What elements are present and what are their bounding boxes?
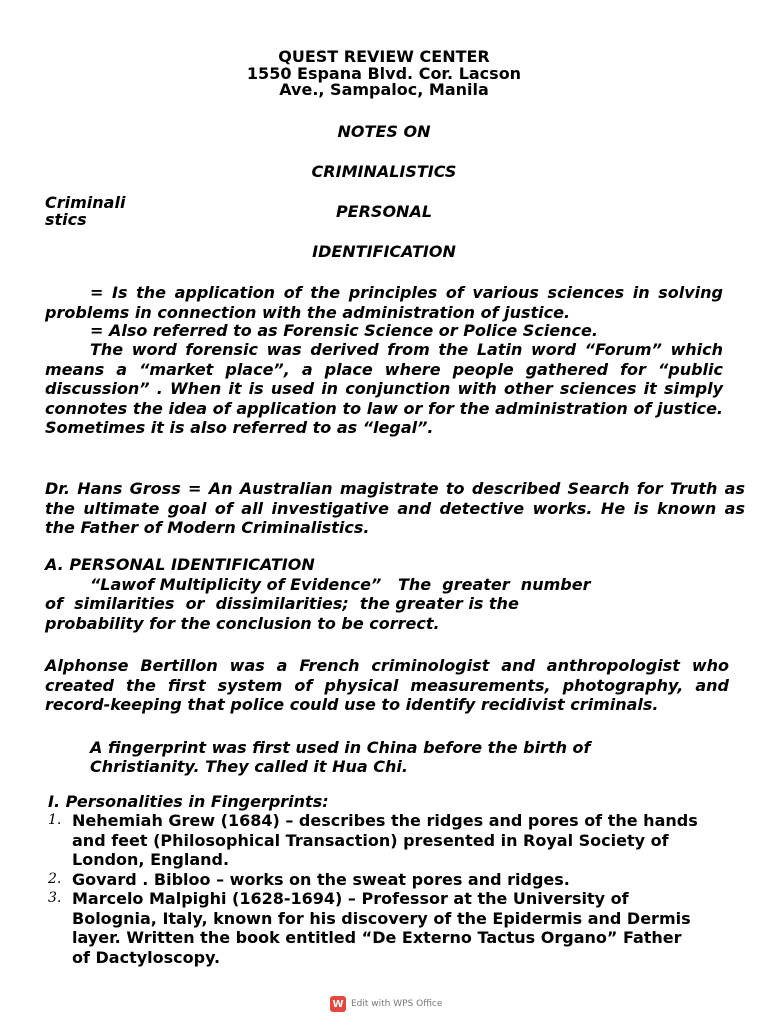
hua-chi-line2: Christianity. They called it Hua Chi. — [90, 757, 408, 776]
title-notes-on: NOTES ON — [337, 122, 431, 141]
wps-edit-label: Edit with WPS Office — [351, 999, 443, 1009]
side-term-line2: stics — [45, 210, 87, 229]
multiplicity-line2: of similarities or dissimilarities; the greater is the — [45, 594, 519, 613]
list-item-text: Marcelo Malpighi (1628-1694) – Professor at the University of Bolognia, Italy, known for his discovery of the Epidermis and Dermis layer. Written the book entitled “De Externo Tactus Organo” Father of Dactyloscopy. — [72, 889, 691, 967]
hua-chi-line1: A fingerprint was first used in China before the birth of — [90, 738, 591, 757]
multiplicity-line1: “Lawof Multiplicity of Evidence” The greater number — [90, 575, 591, 594]
title-personal: PERSONAL — [335, 202, 433, 221]
personalities-list — [45, 811, 705, 967]
list-item-text: Govard . Bibloo – works on the sweat pores and ridges. — [72, 869, 570, 889]
header-org-name: QUEST REVIEW CENTER — [278, 47, 490, 66]
definition-paragraph-1: = Is the application of the principles of various sciences in solving problems in connection with the administration of justice. — [45, 283, 723, 322]
list-item — [45, 889, 705, 967]
multiplicity-line3: probability for the conclusion to be correct. — [45, 614, 440, 633]
list-number: 3. — [48, 890, 62, 906]
list-item — [45, 870, 705, 890]
personalities-heading: I. Personalities in Fingerprints: — [48, 792, 329, 811]
section-a-heading: A. PERSONAL IDENTIFICATION — [45, 555, 315, 574]
list-number: 1. — [48, 812, 62, 828]
side-term-line1: Criminali — [45, 193, 126, 212]
header-address-line2: Ave., Sampaloc, Manila — [279, 80, 489, 99]
wps-office-icon: W — [330, 996, 346, 1012]
title-identification: IDENTIFICATION — [312, 242, 456, 261]
list-item — [45, 811, 705, 870]
forensic-paragraph: The word forensic was derived from the Latin word “Forum” which means a “market place”, a place where people gathered for “public discussion” . When it is used in conjunction with other sciences it simply connotes the idea of application to law or for the administration of justice. Sometimes it is also referred to as “legal”. — [45, 340, 723, 437]
header-address-line1: 1550 Espana Blvd. Cor. Lacson — [246, 64, 522, 83]
list-number: 2. — [48, 870, 62, 887]
wps-edit-badge[interactable] — [330, 994, 442, 1014]
bertillon-paragraph: Alphonse Bertillon was a French criminologist and anthropologist who created the first system of physical measurements, photography, and record-keeping that police could use to identify recidivist criminals. — [45, 656, 729, 714]
definition-paragraph-2: = Also referred to as Forensic Science or Police Science. — [90, 321, 598, 340]
title-criminalistics: CRIMINALISTICS — [311, 162, 457, 181]
list-item-text: Nehemiah Grew (1684) – describes the ridges and pores of the hands and feet (Philosophical Transaction) presented in Royal Society of London, England. — [72, 811, 698, 869]
hans-gross-paragraph: Dr. Hans Gross = An Australian magistrate to described Search for Truth as the ultimate goal of all investigative and detective works. He is known as the Father of Modern Criminalistics. — [45, 479, 745, 537]
side-term — [45, 194, 145, 228]
